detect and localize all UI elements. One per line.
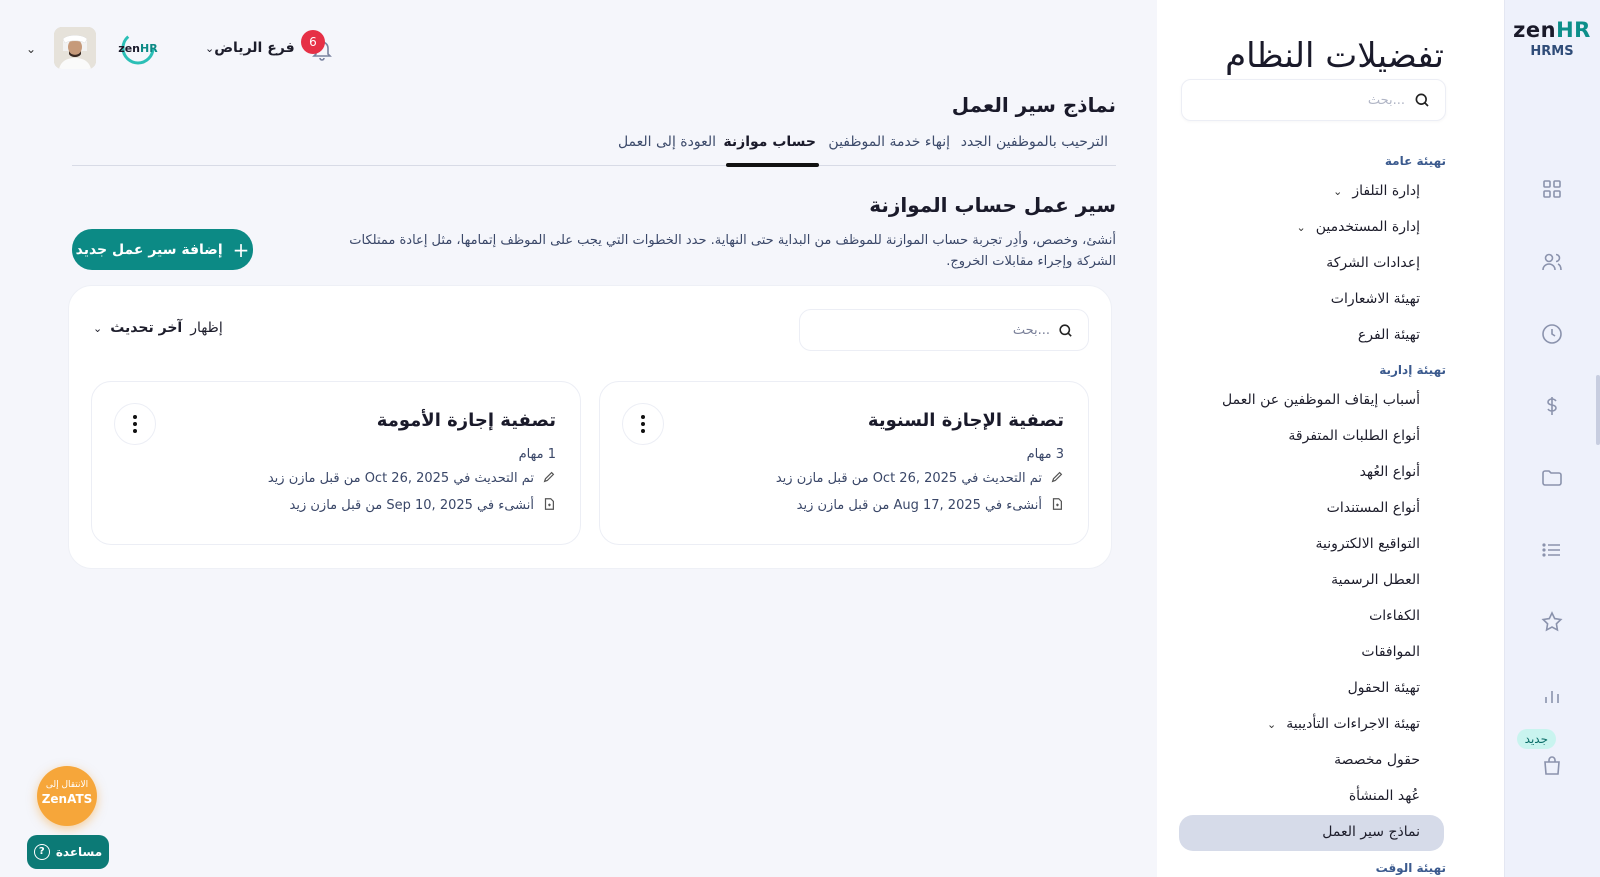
workflow-created-info: أنشىء في Aug 17, 2025 من قبل مازن زيد: [797, 497, 1064, 513]
workflow-task-count: 1 مهام: [518, 447, 556, 462]
section-time: تهيئة الوقت: [1375, 861, 1446, 875]
folder-icon[interactable]: [1540, 466, 1564, 490]
clock-icon[interactable]: [1540, 322, 1564, 346]
kebab-icon[interactable]: [622, 403, 664, 445]
nav-branch-setup[interactable]: تهيئة الفرع: [1357, 327, 1420, 343]
tab-onboarding[interactable]: الترحيب بالموظفين الجدد: [960, 134, 1108, 150]
nav-custody-types[interactable]: أنواع العُهد: [1359, 464, 1420, 480]
preferences-search-input[interactable]: [1205, 88, 1405, 112]
workflow-updated-info: تم التحديث في Oct 26, 2025 من قبل مازن زيد: [268, 470, 556, 486]
chevron-down-icon: ⌄: [93, 322, 103, 335]
workflow-card[interactable]: [599, 381, 1089, 545]
nav-tv-management[interactable]: إدارة التلفاز⌄: [1333, 183, 1420, 199]
active-tab-indicator: [726, 163, 819, 167]
users-icon[interactable]: [1540, 250, 1564, 274]
nav-e-signatures[interactable]: التواقيع الالكترونية: [1315, 536, 1420, 552]
nav-custom-fields[interactable]: حقول مخصصة: [1334, 752, 1420, 768]
nav-document-types[interactable]: أنواع المستندات: [1326, 500, 1420, 516]
avatar[interactable]: [54, 27, 96, 69]
edit-icon: [542, 470, 556, 484]
page-title: نماذج سير العمل: [951, 93, 1116, 117]
search-icon: [1057, 322, 1074, 339]
nav-notifications-setup[interactable]: تهيئة الاشعارات: [1330, 291, 1420, 307]
nav-fields-setup[interactable]: تهيئة الحقول: [1347, 680, 1420, 696]
workflow-search[interactable]: [799, 309, 1089, 351]
help-icon: ?: [34, 844, 50, 860]
help-button[interactable]: مساعدة ?: [27, 835, 109, 869]
nav-user-management[interactable]: إدارة المستخدمين⌄: [1296, 219, 1420, 235]
chart-icon[interactable]: [1540, 683, 1564, 707]
workflows-panel: [68, 285, 1112, 569]
scroll-handle[interactable]: [1596, 375, 1600, 445]
nav-company-settings[interactable]: إعدادات الشركة: [1326, 255, 1420, 271]
nav-suspension-reasons[interactable]: أسباب إيقاف الموظفين عن العمل: [1222, 392, 1420, 408]
chevron-down-icon: ⌄: [205, 42, 215, 55]
nav-workflow-templates-label: نماذج سير العمل: [1322, 824, 1420, 840]
workflow-card-title: تصفية الإجازة السنوية: [867, 410, 1064, 431]
tab-offboarding[interactable]: إنهاء خدمة الموظفين: [828, 134, 950, 150]
nav-facility-custody[interactable]: عُهد المنشأة: [1348, 788, 1420, 804]
edit-icon: [1050, 470, 1064, 484]
nav-holidays[interactable]: العطل الرسمية: [1331, 572, 1420, 588]
nav-misc-requests[interactable]: أنواع الطلبات المتفرقة: [1288, 428, 1420, 444]
tab-return-to-work[interactable]: العودة إلى العمل: [617, 134, 716, 150]
workflow-task-count: 3 مهام: [1026, 447, 1064, 462]
app-rail: [1504, 0, 1600, 877]
notification-count-badge: 6: [301, 30, 325, 54]
star-icon[interactable]: [1540, 610, 1564, 634]
new-badge: جديد: [1517, 729, 1556, 749]
workflow-updated-info: تم التحديث في Oct 26, 2025 من قبل مازن زيد: [776, 470, 1064, 486]
sort-dropdown[interactable]: إظهارآخر تحديث⌄: [93, 320, 223, 336]
kebab-icon[interactable]: [114, 403, 156, 445]
list-icon[interactable]: [1540, 538, 1564, 562]
section-general: تهيئة عامة: [1384, 154, 1446, 168]
svg-text:zenHR: zenHR: [118, 42, 158, 55]
workflow-card-title: تصفية إجازة الأمومة: [376, 410, 556, 431]
section-description: أنشئ، وخصص، وأدِر تجربة حساب الموازنة للموظف من البداية حتى النهاية. حدد الخطوات التي يجب على الموظف إتمامها، مثل إعادة ممتلكات الشركة وإجراء مقابلات الخروج.: [349, 233, 1116, 269]
chevron-down-icon: ⌄: [1296, 221, 1306, 234]
dollar-icon[interactable]: [1540, 394, 1564, 418]
workflow-card[interactable]: [91, 381, 581, 545]
file-icon: [1050, 497, 1064, 511]
file-icon: [542, 497, 556, 511]
search-icon: [1413, 91, 1431, 109]
zenhr-company-logo: [114, 31, 162, 65]
nav-approvals[interactable]: الموافقات: [1361, 644, 1420, 660]
add-workflow-button[interactable]: + إضافة سير عمل جديد: [72, 229, 253, 270]
zenats-switch-button[interactable]: الانتقال إلى ZenATS: [37, 766, 97, 826]
preferences-search[interactable]: [1181, 79, 1446, 121]
grid-icon[interactable]: [1540, 177, 1564, 201]
workflow-tabs: [72, 132, 1116, 166]
tab-balance-calculation[interactable]: حساب موازنة: [723, 134, 816, 150]
zenhr-logo[interactable]: zenHR HRMS: [1513, 18, 1591, 59]
chevron-down-icon: ⌄: [1267, 718, 1277, 731]
preferences-title: تفضيلات النظام: [1225, 36, 1444, 76]
branch-selector[interactable]: فرع الرياض⌄: [205, 40, 295, 56]
section-title: سير عمل حساب الموازنة: [869, 193, 1116, 217]
nav-disciplinary[interactable]: تهيئة الاجراءات التأديبية⌄: [1267, 716, 1420, 732]
preferences-sidebar: [1157, 0, 1504, 877]
workflow-search-input[interactable]: [820, 319, 1050, 341]
workflow-created-info: أنشىء في Sep 10, 2025 من قبل مازن زيد: [290, 497, 556, 513]
nav-competencies[interactable]: الكفاءات: [1369, 608, 1420, 624]
section-admin: تهيئة إدارية: [1379, 363, 1446, 377]
user-menu-chevron[interactable]: ⌄: [26, 42, 37, 56]
plus-icon: +: [232, 237, 250, 262]
bag-icon[interactable]: [1540, 754, 1564, 778]
chevron-down-icon: ⌄: [1333, 185, 1343, 198]
